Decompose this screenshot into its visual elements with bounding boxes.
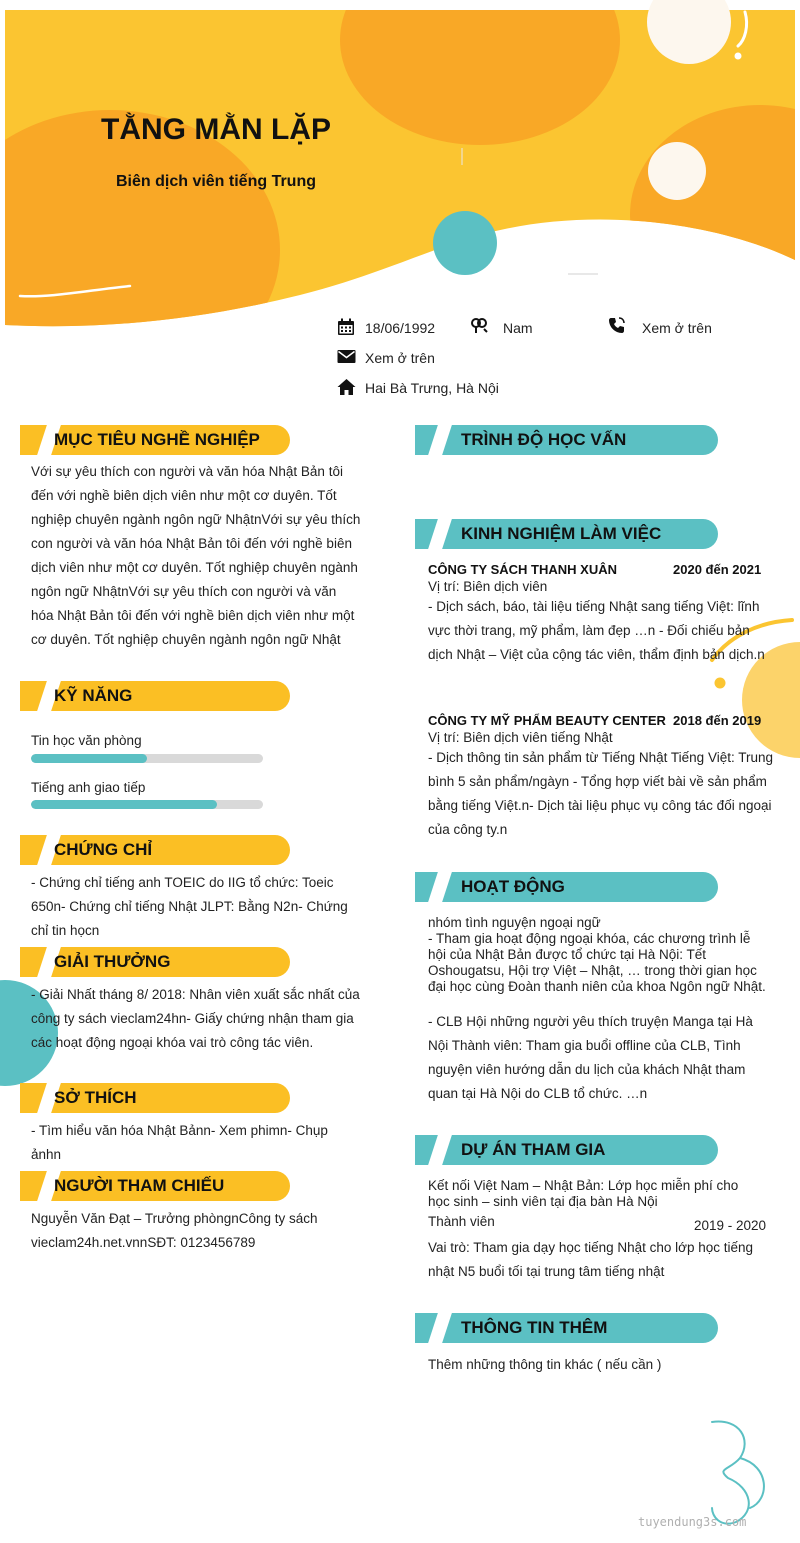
experience-header: KINH NGHIỆM LÀM VIỆC (415, 519, 718, 549)
skill-progress-bar (31, 754, 263, 763)
watermark: tuyendung3s.com (638, 1515, 747, 1529)
project-period: 2019 - 2020 (694, 1218, 767, 1233)
activities-intro: nhóm tình nguyện ngoại ngữ (428, 915, 601, 930)
hobbies-text: - Tìm hiểu văn hóa Nhật Bảnn- Xem phimn- Chụp ảnhn (31, 1123, 328, 1162)
objective-text: Với sự yêu thích con người và văn hóa Nhật Bản tôi đến với nghề biên dịch viên như một cơ duyên. Tốt nghiệp chuyên ngành ngôn ngữ NhậtnVới sự yêu thích con người và văn hóa Nhật Bản tôi đến với nghề biên dịch viên như một cơ duyên. Tốt nghiệp chuyên ngành ngôn ngữ NhậtnVới sự yêu thích con người và văn hóa Nhật Bản tôi đến với nghề biên dịch viên như một cơ duyên. Tốt nghiệp chuyên ngành ngôn ngữ Nhật (31, 464, 361, 647)
project-name: Kết nối Việt Nam – Nhật Bản: Lớp học miễn phí cho học sinh – sinh viên tại địa bàn Hà Nội (428, 1178, 739, 1209)
skill-level (31, 754, 147, 763)
skill-level (31, 800, 217, 809)
job-title: Biên dịch viên tiếng Trung (115, 173, 316, 190)
references-header: NGƯỜI THAM CHIẾU (20, 1171, 290, 1201)
phone-icon (608, 316, 626, 334)
awards-text: - Giải Nhất tháng 8/ 2018: Nhân viên xuất sắc nhất của công ty sách vieclam24hn- Giấy chứng nhận tham gia các hoạt động ngoại khóa vai trò công tác viên. (31, 987, 360, 1050)
objective-header: MỤC TIÊU NGHỀ NGHIỆP (20, 425, 290, 455)
job-description: - Dịch thông tin sản phẩm từ Tiếng Nhật Tiếng Việt: Trung bình 5 sản phẩm/ngàyn - Tổng hợp viết bài về sản phẩm bằng tiếng Việt.n- Dịch tài liệu phục vụ công tác đối ngoại của công ty.n (428, 750, 773, 837)
certificates-text: - Chứng chỉ tiếng anh TOEIC do IIG tổ chức: Toeic 650n- Chứng chỉ tiếng Nhật JLPT: Bằng N2n- Chứng chỉ tin họcn (31, 875, 348, 938)
skill-name: Tin học văn phòng (31, 733, 142, 748)
additional-info-header: THÔNG TIN THÊM (415, 1313, 718, 1343)
job-period: 2018 đến 2019 (673, 713, 762, 728)
job-description: - Dịch sách, báo, tài liệu tiếng Nhật sang tiếng Việt: lĩnh vực thời trang, mỹ phẩm, làm đẹp …n - Đối chiếu bản dịch Nhật – Việt của cộng tác viên, thẩm định bản dịch.n (428, 599, 765, 662)
job-position: Vị trí: Biên dịch viên (428, 579, 548, 594)
activities-header: HOẠT ĐỘNG (415, 872, 718, 902)
project-description: Vai trò: Tham gia dạy học tiếng Nhật cho lớp học tiếng nhật N5 buổi tối tại trung tâm tiếng nhật (428, 1240, 754, 1279)
home-icon (337, 378, 356, 396)
certificates-header: CHỨNG CHỈ (20, 835, 290, 865)
candidate-name: TẰNG MẰN LẶP (101, 113, 331, 146)
envelope-icon (337, 348, 356, 364)
references-text: Nguyễn Văn Đạt – Trưởng phòngnCông ty sách vieclam24h.net.vnnSĐT: 0123456789 (31, 1211, 318, 1250)
activities-item: - CLB Hội những người yêu thích truyện Manga tại Hà Nội Thành viên: Tham gia buổi offline của CLB, Tình nguyện viên hướng dẫn du lịch của khách Nhật tham quan tại Hà Nội do CLB tổ chức. …n (428, 1014, 753, 1101)
calendar-icon (337, 318, 355, 336)
additional-info-text: Thêm những thông tin khác ( nếu cần ) (428, 1357, 662, 1372)
company-name: CÔNG TY SÁCH THANH XUÂN (428, 562, 617, 577)
awards-header: GIẢI THƯỞNG (20, 947, 290, 977)
project-role: Thành viên (428, 1214, 495, 1229)
skills-header: KỸ NĂNG (20, 681, 290, 711)
company-name: CÔNG TY MỸ PHẨM BEAUTY CENTER (428, 713, 666, 728)
job-period: 2020 đến 2021 (673, 562, 762, 577)
projects-header: DỰ ÁN THAM GIA (415, 1135, 718, 1165)
job-position: Vị trí: Biên dịch viên tiếng Nhật (428, 730, 613, 745)
hobbies-header: SỞ THÍCH (20, 1083, 290, 1113)
gender-icon (470, 316, 488, 334)
education-header: TRÌNH ĐỘ HỌC VẤN (415, 425, 718, 455)
skill-progress-bar (31, 800, 263, 809)
skill-name: Tiếng anh giao tiếp (31, 780, 146, 795)
activities-item: - Tham gia hoạt động ngoại khóa, các chương trình lễ hội của Nhật Bản được tổ chức tại Hà Nội: Tết Oshougatsu, Hội trợ Việt – Nhật, … trong thời gian học đại học cùng Đoàn thanh niên của khoa Ngôn ngữ Nhật. (428, 931, 766, 994)
